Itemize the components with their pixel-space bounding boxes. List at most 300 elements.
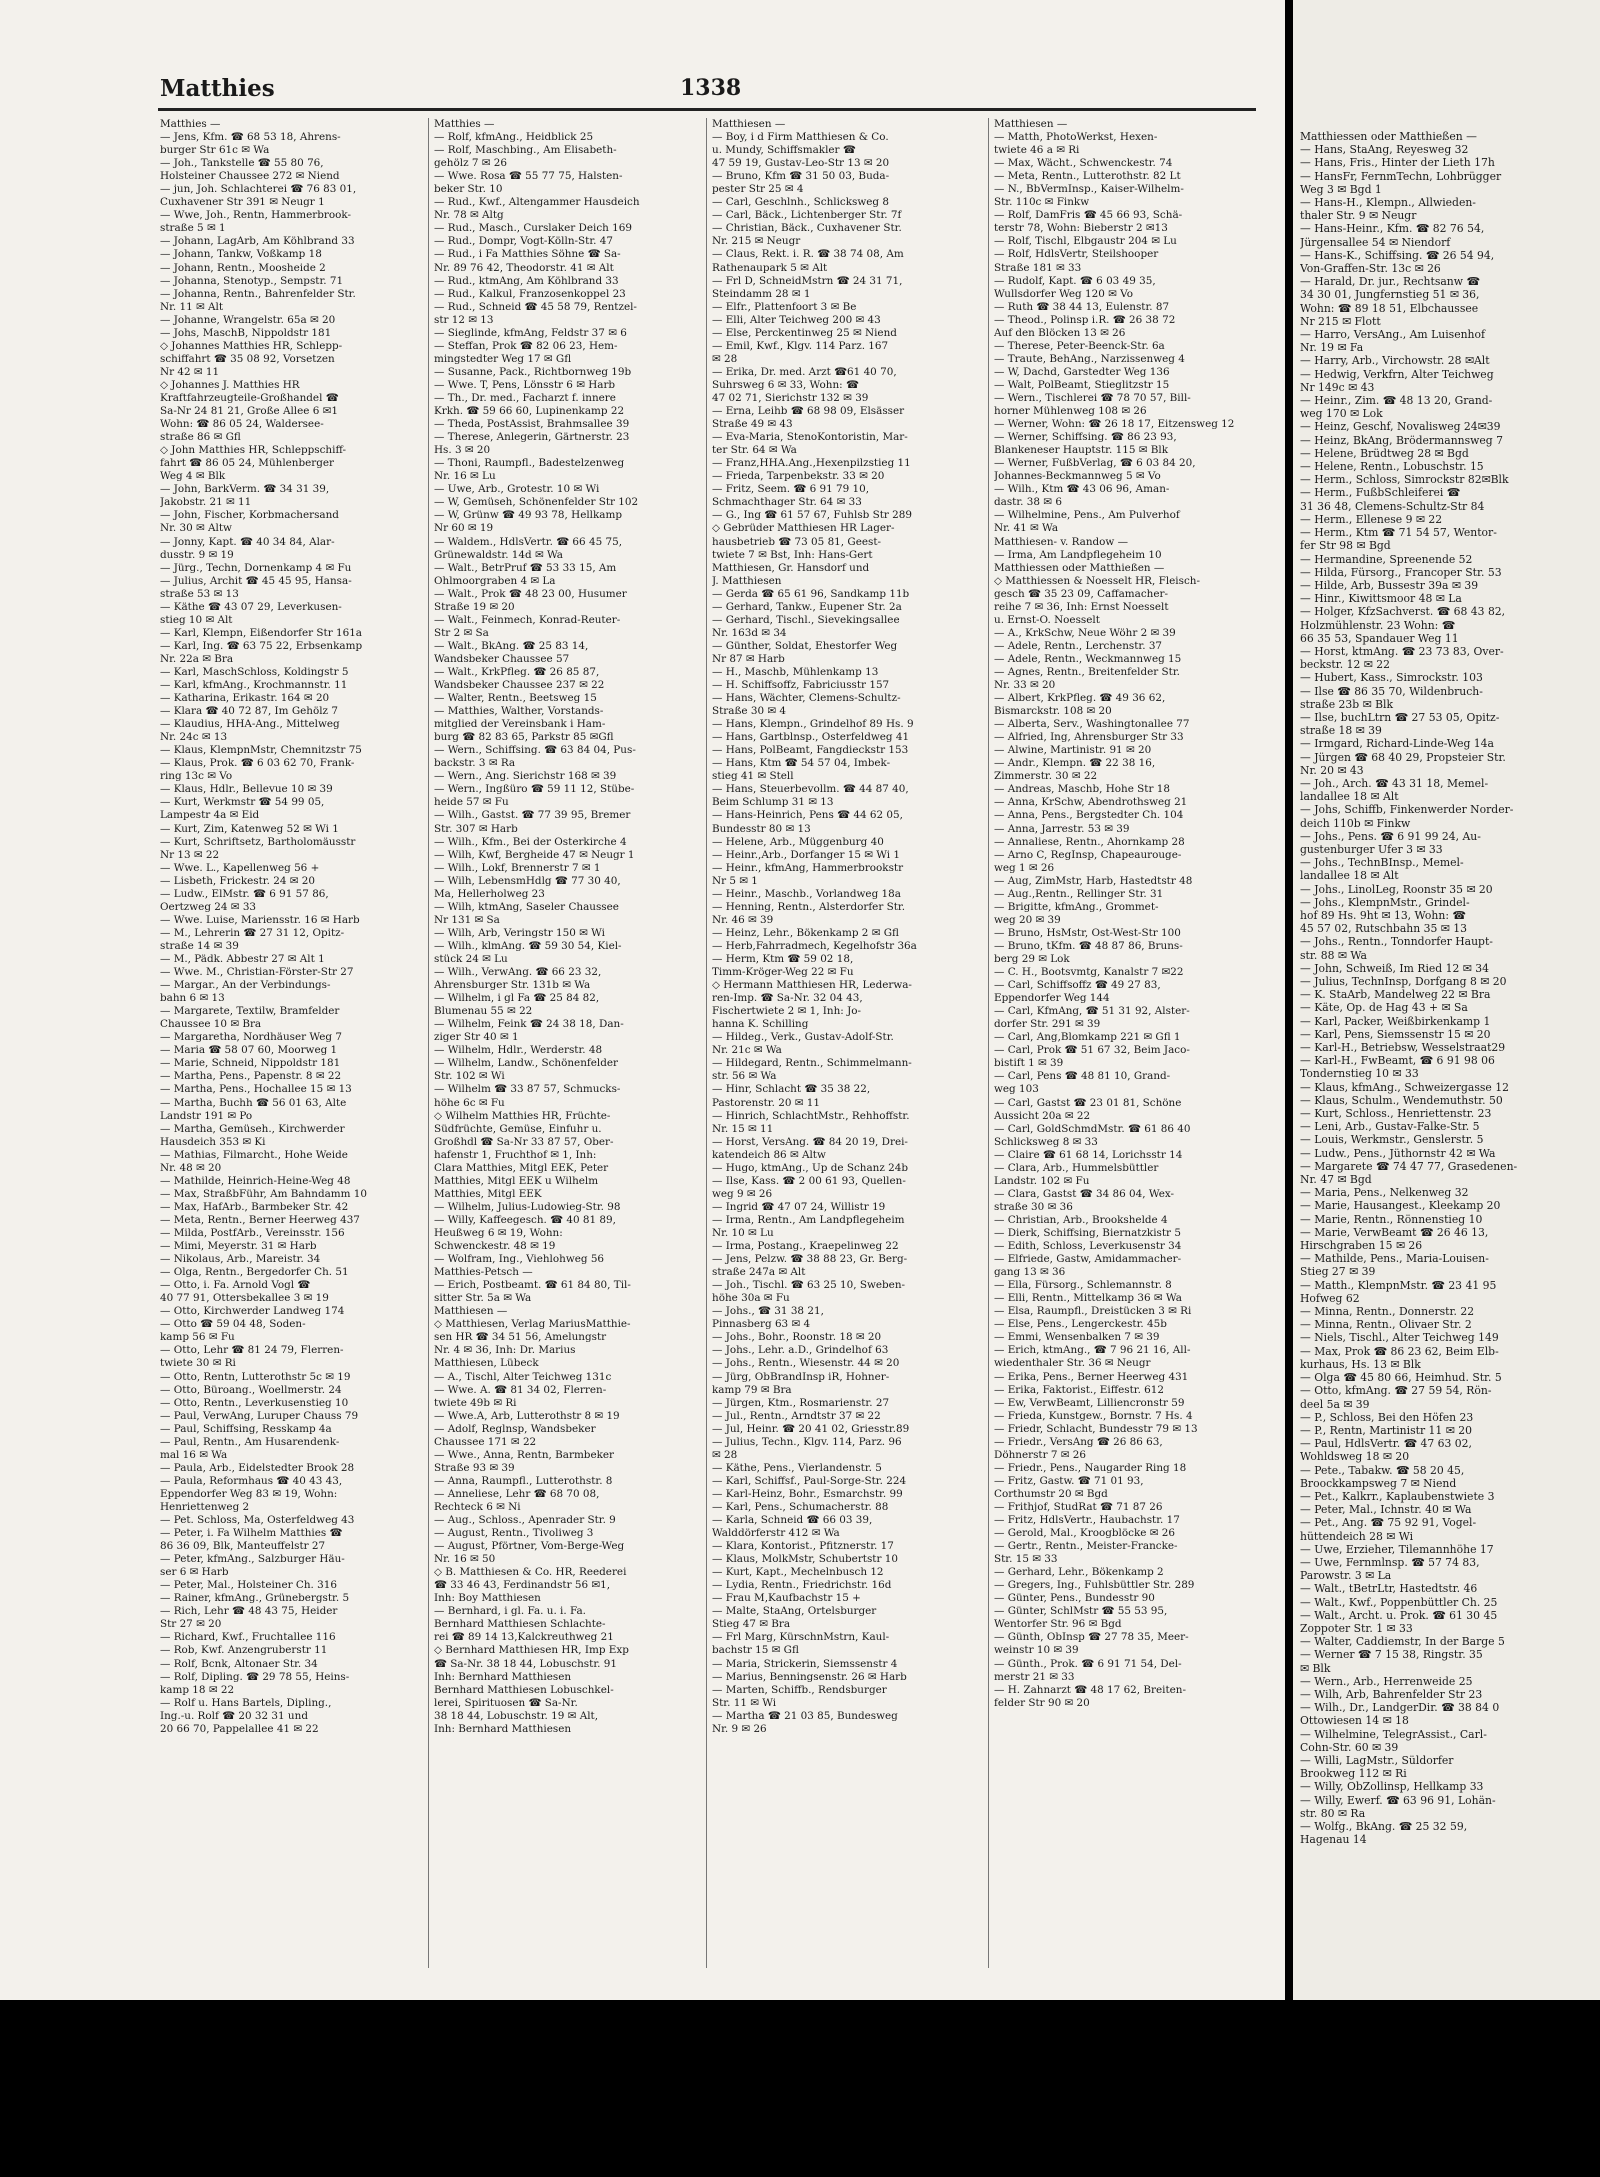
directory-entry-line: — Johs., LinolLeg, Roonstr 35 ✉ 20	[1300, 882, 1493, 896]
directory-entry-line: — Nikolaus, Arb., Mareistr. 34	[160, 1253, 321, 1266]
directory-entry-line: Auf den Blöcken 13 ✉ 26	[994, 326, 1126, 339]
directory-entry-line: — Walt., Feinmech, Konrad-Reuter-	[434, 613, 621, 626]
directory-entry-line: — Willy, ObZollinsp, Hellkamp 33	[1300, 1780, 1484, 1794]
directory-entry-line: — Erika, Faktorist., Eiffestr. 612	[994, 1383, 1165, 1396]
directory-entry-line: — A., KrkSchw, Neue Wöhr 2 ✉ 39	[994, 626, 1176, 639]
directory-entry-line: Aussicht 20a ✉ 22	[994, 1109, 1091, 1122]
directory-entry-line: — Heinr., kfmAng, Hammerbrookstr	[712, 861, 904, 874]
directory-entry-line: — Hans, Steuerbevollm. ☎ 44 87 40,	[712, 783, 909, 796]
directory-entry-line: — Helene, Arb., Müggenburg 40	[712, 835, 884, 848]
directory-entry-line: Nr 42 ✉ 11	[160, 365, 220, 378]
directory-entry-line: Nr. 16 ✉ Lu	[434, 470, 496, 483]
directory-entry-line: — Werner, FußbVerlag, ☎ 6 03 84 20,	[994, 457, 1196, 470]
directory-entry-line: — Wilhelm ☎ 33 87 57, Schmucks-	[434, 1083, 621, 1096]
directory-entry-line: — Paul, Rentn., Am Husarendenk-	[160, 1435, 340, 1448]
directory-entry-line: — Andreas, Maschb, Hohe Str 18	[994, 783, 1170, 796]
directory-entry-line: — Walt., tBetrLtr, Hastedtstr. 46	[1300, 1582, 1478, 1596]
directory-entry-line: gang 13 ✉ 36	[994, 1266, 1066, 1279]
directory-entry-line: 86 36 09, Blk, Manteuffelstr 27	[160, 1540, 326, 1553]
directory-entry-line: Ing.-u. Rolf ☎ 20 32 31 und	[160, 1709, 308, 1722]
directory-entry-line: — Carl, KfmAng, ☎ 51 31 92, Alster-	[994, 1005, 1190, 1018]
directory-entry-line: — Elli, Alter Teichweg 200 ✉ 43	[712, 313, 881, 326]
directory-entry-line: — Horst, ktmAng. ☎ 23 73 83, Over-	[1300, 644, 1504, 658]
directory-entry-line: Str 2 ✉ Sa	[434, 626, 489, 639]
directory-column-2	[434, 118, 699, 1988]
directory-entry-line: — August, Pförtner, Vom-Berge-Weg	[434, 1540, 625, 1553]
directory-entry-line: — Claire ☎ 61 68 14, Lorichsstr 14	[994, 1148, 1183, 1161]
directory-entry-line: — Klaus, Hdlr., Bellevue 10 ✉ 39	[160, 783, 333, 796]
directory-entry-line: — Elli, Rentn., Mittelkamp 36 ✉ Wa	[994, 1292, 1182, 1305]
directory-entry-line: Sa-Nr 24 81 21, Große Allee 6 ✉1	[160, 405, 338, 418]
directory-entry-line: Nr. 22a ✉ Bra	[160, 652, 234, 665]
directory-entry-line: sen HR ☎ 34 51 56, Amelungstr	[434, 1331, 607, 1344]
directory-entry-line: — Elsa, Raumpfl., Dreistücken 3 ✉ Ri	[994, 1305, 1192, 1318]
directory-entry-line: — Wwe. Luise, Mariensstr. 16 ✉ Harb	[160, 913, 360, 926]
directory-entry-line: ter Str. 64 ✉ Wa	[712, 444, 797, 457]
directory-entry-line: — Wilhelm, Julius-Ludowieg-Str. 98	[434, 1200, 621, 1213]
directory-entry-line: — Hilde, Arb, Bussestr 39a ✉ 39	[1300, 578, 1479, 592]
directory-entry-line: straße 14 ✉ 39	[160, 939, 239, 952]
directory-entry-line: Döhnerstr 7 ✉ 26	[994, 1448, 1087, 1461]
directory-entry-line: — Franz,HHA.Ang.,Hexenpilzstieg 11	[712, 457, 911, 470]
directory-entry-line: — H. Zahnarzt ☎ 48 17 62, Breiten-	[994, 1683, 1186, 1696]
directory-entry-line: Pinnasberg 63 ✉ 4	[712, 1318, 811, 1331]
directory-entry-line: — Clara, Gastst ☎ 34 86 04, Wex-	[994, 1187, 1175, 1200]
page-number: 1338	[680, 75, 742, 101]
directory-entry-line: Bernhard Matthiesen Schlachte-	[434, 1618, 606, 1631]
column-divider	[988, 118, 989, 1968]
directory-entry-line: — Andr., Klempn. ☎ 22 38 16,	[994, 757, 1156, 770]
directory-entry-line: Chaussee 171 ✉ 22	[434, 1435, 537, 1448]
directory-entry-line: Str. 307 ✉ Harb	[434, 822, 518, 835]
directory-entry-line: Nr. 47 ✉ Bgd	[1300, 1173, 1372, 1187]
directory-entry-line: — Carl, Ang,Blomkamp 221 ✉ Gfl 1	[994, 1031, 1181, 1044]
directory-entry-line: — Walt., Archt. u. Prok. ☎ 61 30 45	[1300, 1608, 1498, 1622]
directory-entry-line: ◇ John Matthies HR, Schleppschiff-	[160, 444, 346, 457]
directory-entry-line: — Peter, Mal., Ichnstr. 40 ✉ Wa	[1300, 1503, 1472, 1517]
directory-entry-line: — Otto, Büroang., Woellmerstr. 24	[160, 1383, 342, 1396]
directory-entry-line: — Klaus, KlempnMstr, Chemnitzstr 75	[160, 744, 362, 757]
directory-entry-line: heide 57 ✉ Fu	[434, 796, 509, 809]
directory-entry-line: Parowstr. 3 ✉ La	[1300, 1569, 1392, 1583]
directory-entry-line: — Uwe, Fernmlnsp. ☎ 57 74 83,	[1300, 1555, 1480, 1569]
directory-entry-line: kamp 18 ✉ 22	[160, 1683, 235, 1696]
directory-entry-line: — Rud., Schneid ☎ 45 58 79, Rentzel-	[434, 300, 637, 313]
directory-entry-line: ◇ Matthiesen, Verlag MariusMatthie-	[434, 1318, 631, 1331]
directory-entry-line: — Hans-Heinr., Kfm. ☎ 82 76 54,	[1300, 222, 1485, 236]
directory-entry-line: — Walt., BetrPruf ☎ 53 33 15, Am	[434, 561, 617, 574]
directory-entry-line: dorfer Str. 291 ✉ 39	[994, 1018, 1101, 1031]
directory-entry-line: — Wern., Tischlerei ☎ 78 70 57, Bill-	[994, 391, 1191, 404]
directory-entry-line: — Marie, Hausangest., Kleekamp 20	[1300, 1199, 1501, 1213]
directory-entry-line: — Niels, Tischl., Alter Teichweg 149	[1300, 1331, 1499, 1345]
directory-entry-line: gesch ☎ 35 23 09, Caffamacher-	[994, 587, 1168, 600]
directory-entry-line: sitter Str. 5a ✉ Wa	[434, 1292, 532, 1305]
directory-entry-line: — Peter, kfmAng., Salzburger Häu-	[160, 1553, 345, 1566]
directory-entry-line: Matthiesen —	[712, 118, 786, 130]
directory-entry-line: Nr 13 ✉ 22	[160, 848, 220, 861]
directory-entry-line: Wandsbeker Chaussee 57	[434, 652, 570, 665]
directory-entry-line: Nr 131 ✉ Sa	[434, 913, 500, 926]
directory-entry-line: Nr. 215 ✉ Neugr	[712, 235, 801, 248]
directory-entry-line: — Bernhard, i gl. Fa. u. i. Fa.	[434, 1605, 586, 1618]
directory-entry-line: 40 77 91, Ottersbekallee 3 ✉ 19	[160, 1292, 329, 1305]
directory-entry-line: Großhdl ☎ Sa-Nr 33 87 57, Ober-	[434, 1135, 614, 1148]
directory-entry-line: — Elfr., Plattenfoort 3 ✉ Be	[712, 300, 857, 313]
directory-entry-line: ◇ Johannes J. Matthies HR	[160, 378, 300, 391]
directory-entry-line: — Wwe. Rosa ☎ 55 77 75, Halsten-	[434, 170, 623, 183]
directory-entry-line: — Johs, Schiffb, Finkenwerder Norder-	[1300, 803, 1514, 817]
directory-entry-line: — Rud., Kalkul, Franzosenkoppel 23	[434, 287, 626, 300]
directory-entry-line: hausbetrieb ☎ 73 05 81, Geest-	[712, 535, 882, 548]
directory-entry-line: beker Str. 10	[434, 183, 503, 196]
directory-entry-line: — Wwe. T, Pens, Lönsstr 6 ✉ Harb	[434, 378, 616, 391]
directory-entry-line: — Anna, KrSchw, Abendrothsweg 21	[994, 796, 1188, 809]
directory-entry-line: ✉ Blk	[1300, 1661, 1331, 1675]
directory-entry-line: — Lisbeth, Frickestr. 24 ✉ 20	[160, 874, 315, 887]
directory-entry-line: — Irma, Am Landpflegeheim 10	[994, 548, 1162, 561]
directory-entry-line: — Wwe. M., Christian-Förster-Str 27	[160, 966, 354, 979]
directory-entry-line: — Hugo, ktmAng., Up de Schanz 24b	[712, 1161, 909, 1174]
directory-entry-line: Inh: Bernhard Matthiesen	[434, 1722, 572, 1735]
directory-entry-line: Cohn-Str. 60 ✉ 39	[1300, 1740, 1399, 1754]
directory-entry-line: J. Matthiesen	[712, 574, 782, 587]
directory-entry-line: — Matth., KlempnMstr. ☎ 23 41 95	[1300, 1278, 1497, 1292]
directory-entry-line: — Irmgard, Richard-Linde-Weg 14a	[1300, 737, 1494, 751]
directory-entry-line: — Milda, PostfArb., Vereinsstr. 156	[160, 1226, 345, 1239]
directory-entry-line: 20 66 70, Pappelallee 41 ✉ 22	[160, 1722, 319, 1735]
directory-entry-line: — Peter, i. Fa Wilhelm Matthies ☎	[160, 1527, 343, 1540]
directory-entry-line: — Anna, Jarrestr. 53 ✉ 39	[994, 822, 1130, 835]
directory-entry-line: hof 89 Hs. 9ht ✉ 13, Wohn: ☎	[1300, 908, 1466, 922]
directory-entry-line: — Karl, Schiffsf., Paul-Sorge-Str. 224	[712, 1474, 907, 1487]
directory-entry-line: — Herm., FußbSchleiferei ☎	[1300, 486, 1461, 500]
directory-entry-line: ☎ 33 46 43, Ferdinandstr 56 ✉1,	[434, 1579, 611, 1592]
directory-entry-line: — Walt., BkAng. ☎ 25 83 14,	[434, 639, 589, 652]
directory-entry-line: — Johs., Pens. ☎ 6 91 99 24, Au-	[1300, 829, 1481, 843]
directory-entry-line: — Harry, Arb., Virchowstr. 28 ✉Alt	[1300, 354, 1490, 368]
directory-entry-line: — Margar., An der Verbindungs-	[160, 979, 331, 992]
directory-entry-line: — Brigitte, kfmAng., Grommet-	[994, 900, 1159, 913]
directory-entry-line: Hausdeich 353 ✉ Ki	[160, 1135, 266, 1148]
directory-entry-line: — Johs., ☎ 31 38 21,	[712, 1305, 824, 1318]
directory-entry-line: — Erika, Pens., Berner Heerweg 431	[994, 1370, 1189, 1383]
directory-entry-line: Kraftfahrzeugteile-Großhandel ☎	[160, 391, 339, 404]
directory-entry-line: — Karl-H., FwBeamt, ☎ 6 91 98 06	[1300, 1054, 1495, 1068]
directory-entry-line: Nr 5 ✉ 1	[712, 874, 758, 887]
directory-entry-line: Str 27 ✉ 20	[160, 1618, 222, 1631]
directory-entry-line: — Marten, Schiffb., Rendsburger	[712, 1683, 887, 1696]
directory-entry-line: — Joh., Arch. ☎ 43 31 18, Memel-	[1300, 776, 1489, 790]
directory-entry-line: — Max, Prok ☎ 86 23 62, Beim Elb-	[1300, 1344, 1499, 1358]
directory-entry-line: — Max, StraßbFühr, Am Bahndamm 10	[160, 1187, 368, 1200]
directory-entry-line: Hirschgraben 15 ✉ 26	[1300, 1239, 1423, 1253]
directory-entry-line: Stieg 27 ✉ 39	[1300, 1265, 1376, 1279]
directory-entry-line: — Wolfg., BkAng. ☎ 25 32 59,	[1300, 1820, 1468, 1833]
directory-entry-line: — Holger, KfzSachverst. ☎ 68 43 82,	[1300, 605, 1506, 619]
directory-entry-line: hanna K. Schilling	[712, 1018, 809, 1031]
directory-entry-line: — Martha, Buchh ☎ 56 01 63, Alte	[160, 1096, 347, 1109]
directory-entry-line: — Marie, Schneid, Nippoldstr 181	[160, 1057, 341, 1070]
directory-entry-line: — Wwe., Anna, Rentn, Barmbeker	[434, 1448, 615, 1461]
directory-entry-line: — Maria, Pens., Nelkenweg 32	[1300, 1186, 1469, 1200]
directory-entry-line: Nr. 20 ✉ 43	[1300, 763, 1364, 777]
directory-entry-line: — Erich, ktmAng., ☎ 7 96 21 16, All-	[994, 1344, 1191, 1357]
directory-entry-line: u. Ernst-O. Noesselt	[994, 613, 1100, 626]
directory-entry-line: — Louis, Werkmstr., Genslerstr. 5	[1300, 1133, 1484, 1147]
directory-entry-line: — Paul, HdlsVertr. ☎ 47 63 02,	[1300, 1437, 1472, 1451]
directory-entry-line: — Karl, Packer, Weißbirkenkamp 1	[1300, 1014, 1491, 1028]
directory-entry-line: — Claus, Rekt. i. R. ☎ 38 74 08, Am	[712, 248, 904, 261]
directory-entry-line: — Johs., TechnBInsp., Memel-	[1300, 856, 1464, 870]
directory-entry-line: — Martha ☎ 21 03 85, Bundesweg	[712, 1709, 898, 1722]
directory-entry-line: — Clara, Arb., Hummelsbüttler	[994, 1161, 1159, 1174]
directory-entry-line: — Julius, Archit ☎ 45 45 95, Hansa-	[160, 574, 352, 587]
directory-entry-line: Weg 4 ✉ Blk	[160, 470, 226, 483]
directory-entry-line: Straße 49 ✉ 43	[712, 418, 793, 431]
directory-entry-line: — Hans, Ktm ☎ 54 57 04, Imbek-	[712, 757, 891, 770]
directory-entry-line: — Fritz, Seem. ☎ 6 91 79 10,	[712, 483, 870, 496]
directory-page-right	[1293, 0, 1600, 2000]
directory-entry-line: — Pet., Kalkrr., Kaplaubenstwiete 3	[1300, 1489, 1495, 1503]
directory-entry-line: — Wilh., Ktm ☎ 43 06 96, Aman-	[994, 483, 1170, 496]
directory-entry-line: — Günther, Soldat, Ehestorfer Weg	[712, 639, 898, 652]
directory-entry-line: ☎ Sa-Nr. 38 18 44, Lobuschstr. 91	[434, 1657, 617, 1670]
directory-entry-line: u. Mundy, Schiffsmakler ☎	[712, 144, 856, 157]
directory-entry-line: — Jul., Rentn., Arndtstr 37 ✉ 22	[712, 1409, 881, 1422]
directory-entry-line: — Erna, Leihb ☎ 68 98 09, Elsässer	[712, 405, 905, 418]
directory-entry-line: — Wolfram, Ing., Viehlohweg 56	[434, 1253, 605, 1266]
directory-entry-line: — Arno C, RegInsp, Chapeaurouge-	[994, 848, 1182, 861]
directory-entry-line: stieg 41 ✉ Stell	[712, 770, 794, 783]
directory-entry-line: höhe 6c ✉ Fu	[434, 1096, 505, 1109]
directory-entry-line: — Otto, Rentn., Leverkusenstieg 10	[160, 1396, 349, 1409]
directory-entry-line: Grünewaldstr. 14d ✉ Wa	[434, 548, 563, 561]
directory-entry-line: — Irma, Postang., Kraepelinweg 22	[712, 1240, 899, 1253]
directory-entry-line: — Heinz, Geschf, Novalisweg 24✉39	[1300, 420, 1501, 434]
directory-entry-line: — Hans-H., Klempn., Allwieden-	[1300, 196, 1476, 210]
directory-entry-line: — Anneliese, Lehr ☎ 68 70 08,	[434, 1487, 600, 1500]
directory-entry-line: — Adolf, Reglnsp, Wandsbeker	[434, 1422, 596, 1435]
directory-entry-line: Nr. 16 ✉ 50	[434, 1553, 496, 1566]
directory-entry-line: — Fritz, Gastw. ☎ 71 01 93,	[994, 1474, 1144, 1487]
directory-entry-line: — Gerhard, Tankw., Eupener Str. 2a	[712, 600, 902, 613]
directory-entry-line: — Rolf, Maschbing., Am Elisabeth-	[434, 144, 617, 157]
directory-entry-line: mal 16 ✉ Wa	[160, 1448, 228, 1461]
directory-entry-line: — Ingrid ☎ 47 07 24, Willistr 19	[712, 1200, 886, 1213]
directory-entry-line: lerei, Spirituosen ☎ Sa-Nr.	[434, 1696, 578, 1709]
directory-entry-line: — Hans-K., Schiffsing. ☎ 26 54 94,	[1300, 248, 1495, 262]
directory-entry-line: — Lydia, Rentn., Friedrichstr. 16d	[712, 1579, 892, 1592]
directory-entry-line: — Mathilde, Pens., Maria-Louisen-	[1300, 1252, 1489, 1266]
directory-entry-line: — Otto, Lehr ☎ 81 24 79, Flerren-	[160, 1344, 344, 1357]
directory-entry-line: 45 57 02, Rutschbahn 35 ✉ 13	[1300, 922, 1467, 936]
directory-entry-line: — Frau M,Kaufbachstr 15 +	[712, 1592, 861, 1605]
directory-entry-line: — Helene, Brüdtweg 28 ✉ Bgd	[1300, 446, 1469, 460]
directory-entry-line: — Jens, Pelzw. ☎ 38 88 23, Gr. Berg-	[712, 1253, 908, 1266]
directory-entry-line: backstr. 3 ✉ Ra	[434, 757, 516, 770]
directory-entry-line: dusstr. 9 ✉ 19	[160, 548, 234, 561]
directory-entry-line: — Rud., Kwf., Altengammer Hausdeich	[434, 196, 640, 209]
directory-entry-line: Fischertwiete 2 ✉ 1, Inh: Jo-	[712, 1005, 862, 1018]
directory-entry-line: — jun, Joh. Schlachterei ☎ 76 83 01,	[160, 183, 357, 196]
directory-entry-line: — Joh., Tischl. ☎ 63 25 10, Sweben-	[712, 1279, 906, 1292]
directory-entry-line: ✉ 28	[712, 1448, 738, 1461]
directory-entry-line: deel 5a ✉ 39	[1300, 1397, 1370, 1411]
directory-entry-line: — Rud., Masch., Curslaker Deich 169	[434, 222, 632, 235]
directory-entry-line: Schwenckestr. 48 ✉ 19	[434, 1240, 556, 1253]
directory-entry-line: — Karl, Pens., Schumacherstr. 88	[712, 1500, 889, 1513]
directory-entry-line: weg 9 ✉ 26	[712, 1187, 773, 1200]
directory-entry-line: — Walt, PolBeamt, Stieglitzstr 15	[994, 378, 1170, 391]
directory-entry-line: — Eva-Maria, StenoKontoristin, Mar-	[712, 431, 908, 444]
directory-entry-line: — Erika, Dr. med. Arzt ☎61 40 70,	[712, 365, 897, 378]
directory-entry-line: — Wilh., Lokf, Brennerstr 7 ✉ 1	[434, 861, 601, 874]
directory-entry-line: Straße 30 ✉ 4	[712, 705, 786, 718]
directory-entry-line: mitglied der Vereinsbank i Ham-	[434, 718, 606, 731]
directory-entry-line: — Günth., Prok. ☎ 6 91 71 54, Del-	[994, 1657, 1182, 1670]
directory-entry-line: — Martha, Pens., Hochallee 15 ✉ 13	[160, 1083, 352, 1096]
directory-entry-line: — Minna, Rentn., Olivaer Str. 2	[1300, 1318, 1472, 1332]
directory-entry-line: — Wilh, Kwf, Bergheide 47 ✉ Neugr 1	[434, 848, 635, 861]
column-divider	[428, 118, 429, 1968]
directory-entry-line: Corthumstr 20 ✉ Bgd	[994, 1487, 1108, 1500]
directory-entry-line: — W, Grünw ☎ 49 93 78, Hellkamp	[434, 509, 622, 522]
directory-entry-line: — Friedr, Schlacht, Bundesstr 79 ✉ 13	[994, 1422, 1198, 1435]
directory-entry-line: Ottowiesen 14 ✉ 18	[1300, 1714, 1409, 1728]
directory-entry-line: — Elfriede, Gastw, Amidammacher-	[994, 1253, 1182, 1266]
directory-entry-line: — Jonny, Kapt. ☎ 40 34 84, Alar-	[160, 535, 335, 548]
directory-entry-line: — Ilse, Kass. ☎ 2 00 61 93, Quellen-	[712, 1174, 906, 1187]
directory-entry-line: — Paula, Arb., Eidelstedter Brook 28	[160, 1461, 355, 1474]
directory-entry-line: 47 02 71, Sierichstr 132 ✉ 39	[712, 391, 869, 404]
directory-entry-line: Broockkampsweg 7 ✉ Niend	[1300, 1476, 1457, 1490]
directory-entry-line: — Kurt, Zim, Katenweg 52 ✉ Wi 1	[160, 822, 339, 835]
directory-entry-line: Str. 102 ✉ Wi	[434, 1070, 505, 1083]
directory-entry-line: — Jens, Kfm. ☎ 68 53 18, Ahrens-	[160, 131, 341, 144]
directory-entry-line: Inh: Boy Matthiesen	[434, 1592, 541, 1605]
directory-entry-line: ◇ Bernhard Matthiesen HR, Imp Exp	[434, 1644, 629, 1657]
directory-entry-line: — Rolf, Bcnk, Altonaer Str. 34	[160, 1657, 318, 1670]
directory-entry-line: — Wilh, Arb, Bahrenfelder Str 23	[1300, 1687, 1483, 1701]
directory-entry-line: ◇ Hermann Matthiesen HR, Lederwa-	[712, 979, 912, 992]
directory-entry-line: — Wilhelmine, TelegrAssist., Carl-	[1300, 1727, 1487, 1741]
directory-entry-line: Wohn: ☎ 86 05 24, Waldersee-	[160, 418, 324, 431]
directory-entry-line: gehölz 7 ✉ 26	[434, 157, 507, 170]
directory-entry-line: twiete 30 ✉ Ri	[160, 1357, 236, 1370]
column-divider	[706, 118, 707, 1968]
directory-entry-line: Nr. 21c ✉ Wa	[712, 1044, 782, 1057]
directory-entry-line: twiete 7 ✉ Bst, Inh: Hans-Gert	[712, 548, 873, 561]
directory-entry-line: — Heinz, BkAng, Brödermannsweg 7	[1300, 433, 1504, 447]
directory-entry-line: — Wern., Ingßüro ☎ 59 11 12, Stübe-	[434, 783, 635, 796]
directory-entry-line: Jakobstr. 21 ✉ 11	[160, 496, 252, 509]
directory-entry-line: — Walter, Caddiemstr, In der Barge 5	[1300, 1635, 1505, 1649]
directory-entry-line: bahn 6 ✉ 13	[160, 992, 225, 1005]
directory-column-3	[712, 118, 977, 1988]
directory-entry-line: — Margarete, Textilw, Bramfelder	[160, 1005, 340, 1018]
directory-entry-line: Südfrüchte, Gemüse, Einfuhr u.	[434, 1122, 602, 1135]
directory-entry-line: — Adele, Rentn., Lerchenstr. 37	[994, 639, 1163, 652]
directory-entry-line: — Karl-H., Betriebsw, Wesselstraat29	[1300, 1041, 1506, 1055]
directory-entry-line: straße 247a ✉ Alt	[712, 1266, 806, 1279]
directory-entry-line: — Malte, StaAng, Ortelsburger	[712, 1605, 877, 1618]
directory-entry-line: — Paula, Reformhaus ☎ 40 43 43,	[160, 1474, 343, 1487]
directory-entry-line: — Walt., Prok ☎ 48 23 00, Husumer	[434, 587, 627, 600]
directory-entry-line: — Wilhelmine, Pens., Am Pulverhof	[994, 509, 1180, 522]
directory-entry-line: — Rud., i Fa Matthies Söhne ☎ Sa-	[434, 248, 621, 261]
directory-entry-line: — Walter, Rentn., Beetsweg 15	[434, 692, 597, 705]
directory-entry-line: — Emil, Kwf., Klgv. 114 Parz. 167	[712, 339, 889, 352]
directory-entry-line: — Karl, Klempn, Eißendorfer Str 161a	[160, 626, 363, 639]
directory-entry-line: twiete 46 a ✉ Ri	[994, 144, 1080, 157]
directory-entry-line: — Wilh., Dr., LandgerDir. ☎ 38 84 0	[1300, 1701, 1500, 1715]
directory-entry-line: burg ☎ 82 83 65, Parkstr 85 ✉Gfl	[434, 731, 614, 744]
directory-entry-line: — Hans, PolBeamt, Fangdieckstr 153	[712, 744, 909, 757]
directory-entry-line: Eppendorfer Weg 144	[994, 992, 1110, 1005]
directory-entry-line: weg 170 ✉ Lok	[1300, 407, 1383, 421]
directory-entry-line: — Johs., KlempnMstr., Grindel-	[1300, 895, 1470, 909]
directory-entry-line: pester Str 25 ✉ 4	[712, 183, 804, 196]
directory-entry-line: — P., Schloss, Bei den Höfen 23	[1300, 1410, 1474, 1424]
directory-entry-line: Henriettenweg 2	[160, 1500, 250, 1513]
directory-entry-line: — Hinr, Schlacht ☎ 35 38 22,	[712, 1083, 871, 1096]
directory-entry-line: — Jürgen, Ktm., Rosmarienstr. 27	[712, 1396, 890, 1409]
directory-entry-line: — Jul, Heinr. ☎ 20 41 02, Griesstr.89	[712, 1422, 910, 1435]
directory-entry-line: — Werner ☎ 7 15 38, Ringstr. 35	[1300, 1648, 1483, 1662]
directory-entry-line: — Johs., Bohr., Roonstr. 18 ✉ 20	[712, 1331, 882, 1344]
directory-entry-line: — Christian, Bäck., Cuxhavener Str.	[712, 222, 902, 235]
directory-entry-line: ◇ B. Matthiesen & Co. HR, Reederei	[434, 1566, 627, 1579]
directory-entry-line: — Leni, Arb., Gustav-Falke-Str. 5	[1300, 1120, 1480, 1134]
directory-entry-line: — H. Schiffsoffz, Fabriciusstr 157	[712, 679, 890, 692]
directory-entry-line: Blankeneser Hauptstr. 115 ✉ Blk	[994, 444, 1168, 457]
directory-entry-line: Matthies —	[160, 118, 221, 130]
directory-entry-line: Nr. 41 ✉ Wa	[994, 522, 1059, 535]
directory-entry-line: — Wwe. A. ☎ 81 34 02, Flerren-	[434, 1383, 607, 1396]
directory-entry-line: dastr. 38 ✉ 6	[994, 496, 1062, 509]
directory-entry-line: — Karl, Ing. ☎ 63 75 22, Erbsenkamp	[160, 639, 363, 652]
directory-entry-line: — Johs., Lehr. a.D., Grindelhof 63	[712, 1344, 889, 1357]
directory-entry-line: — Aug, ZimMstr, Harb, Hastedtstr 48	[994, 874, 1193, 887]
directory-entry-line: — Günter, SchlMstr ☎ 55 53 95,	[994, 1605, 1168, 1618]
directory-entry-line: Schlicksweg 8 ✉ 33	[994, 1135, 1098, 1148]
directory-entry-line: — Mimi, Meyerstr. 31 ✉ Harb	[160, 1240, 317, 1253]
directory-entry-line: — August, Rentn., Tivoliweg 3	[434, 1527, 594, 1540]
directory-entry-line: — Günter, Pens., Bundesstr 90	[994, 1592, 1155, 1605]
directory-column-4	[994, 118, 1259, 1988]
directory-entry-line: ziger Str 40 ✉ 1	[434, 1031, 519, 1044]
directory-entry-line: hüttendeich 28 ✉ Wi	[1300, 1529, 1414, 1543]
directory-entry-line: weg 20 ✉ 39	[994, 913, 1061, 926]
directory-entry-line: — Hans, Gartblnsp., Osterfeldweg 41	[712, 731, 910, 744]
directory-entry-line: höhe 30a ✉ Fu	[712, 1292, 790, 1305]
directory-entry-line: — Hans, StaAng, Reyesweg 32	[1300, 143, 1469, 157]
directory-entry-line: — Mathilde, Heinrich-Heine-Weg 48	[160, 1174, 351, 1187]
directory-entry-line: — Else, Perckentinweg 25 ✉ Niend	[712, 326, 897, 339]
directory-entry-line: — Wilh., Kfm., Bei der Osterkirche 4	[434, 835, 627, 848]
directory-entry-line: — Peter, Mal., Holsteiner Ch. 316	[160, 1579, 337, 1592]
directory-entry-line: — Günth, ObInsp ☎ 27 78 35, Meer-	[994, 1631, 1189, 1644]
directory-entry-line: — Pet. Schloss, Ma, Osterfeldweg 43	[160, 1514, 355, 1527]
directory-entry-line: Krkh. ☎ 59 66 60, Lupinenkamp 22	[434, 405, 625, 418]
directory-entry-line: terstr 78, Wohn: Bieberstr 2 ✉13	[994, 222, 1168, 235]
directory-entry-line: straße 53 ✉ 13	[160, 587, 239, 600]
directory-entry-line: — Martha, Pens., Papenstr. 8 ✉ 22	[160, 1070, 342, 1083]
directory-entry-line: ✉ 28	[712, 352, 738, 365]
directory-entry-line: — Jürgen ☎ 68 40 29, Propsteier Str.	[1300, 750, 1506, 764]
directory-entry-line: — Klaus, Prok. ☎ 6 03 62 70, Frank-	[160, 757, 355, 770]
